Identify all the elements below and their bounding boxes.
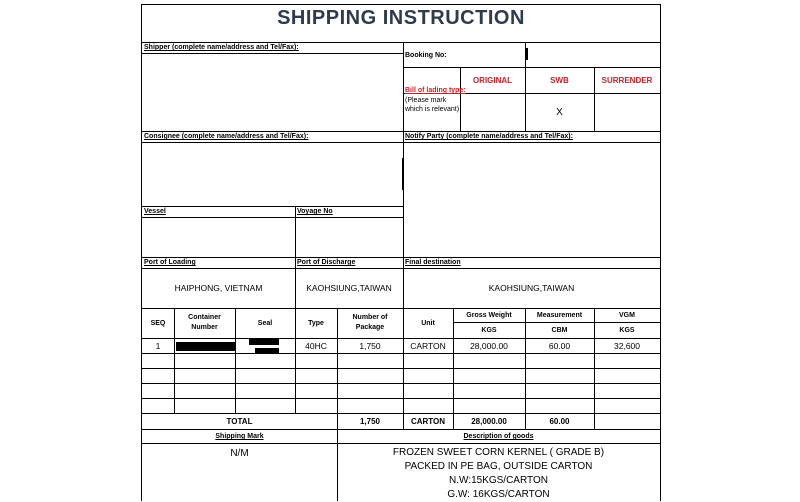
- port-of-discharge-label: Port of Discharge: [297, 259, 356, 266]
- port-of-loading-label: Port of Loading: [144, 259, 196, 266]
- col-container: Container: [188, 314, 221, 321]
- rule: [142, 429, 660, 430]
- final-destination-label: Final destination: [405, 259, 461, 266]
- final-destination-value: KAOHSIUNG,TAIWAN: [488, 283, 575, 293]
- rule: [142, 443, 660, 444]
- rule: [403, 67, 660, 68]
- shipping-mark-value: N/M: [230, 448, 249, 459]
- vessel-label: Vessel: [144, 208, 166, 215]
- rule: [142, 368, 660, 369]
- seal-redacted: [255, 348, 279, 353]
- shipper-label: Shipper (complete name/address and Tel/Fax):: [144, 44, 299, 51]
- col-packages: Number of: [352, 314, 388, 321]
- total-measurement: 60.00: [549, 417, 570, 426]
- description-label: Description of goods: [463, 433, 534, 440]
- rule: [142, 53, 403, 54]
- col-unit: Unit: [421, 320, 435, 327]
- bl-swb-mark: X: [556, 107, 563, 118]
- consignee-label: Consignee (complete name/address and Tel/Fax):: [144, 133, 309, 140]
- rule: [142, 383, 660, 384]
- rule: [142, 142, 660, 143]
- rule: [142, 353, 660, 354]
- rule: [142, 206, 403, 207]
- col-type: Type: [308, 320, 324, 327]
- col-container: Number: [191, 324, 218, 331]
- cell-seq: 1: [155, 341, 161, 351]
- total-gross-weight: 28,000.00: [471, 417, 507, 426]
- cell-vgm: 32,600: [614, 341, 640, 351]
- table-row: [142, 338, 660, 353]
- page-title: SHIPPING INSTRUCTION: [277, 7, 525, 29]
- description-line: N.W:15KGS/CARTON: [449, 475, 548, 486]
- col-gross-weight: Gross Weight: [466, 312, 512, 319]
- bl-original-header: ORIGINAL: [472, 76, 513, 85]
- cell-measurement: 60.00: [548, 341, 571, 351]
- bl-surrender-checkbox[interactable]: [594, 94, 660, 131]
- bl-type-note: (Please mark: [405, 97, 447, 104]
- seal-redacted: [249, 339, 279, 345]
- description-line: FROZEN SWEET CORN KERNEL ( GRADE B): [392, 447, 605, 458]
- rule: [142, 42, 660, 43]
- port-of-discharge-value: KAOHSIUNG,TAIWAN: [306, 283, 392, 293]
- total-unit: CARTON: [410, 417, 446, 426]
- voyage-label: Voyage No: [297, 208, 333, 215]
- cell-unit: CARTON: [410, 341, 446, 351]
- cell-type: 40HC: [305, 341, 327, 351]
- cell-gross-weight: 28,000.00: [470, 341, 508, 351]
- col-measurement: Measurement: [536, 312, 583, 319]
- rule: [142, 398, 660, 399]
- description-line: PACKED IN PE BAG, OUTSIDE CARTON: [404, 461, 593, 472]
- col-packages: Package: [355, 324, 385, 331]
- rule: [142, 131, 660, 132]
- bl-surrender-header: SURRENDER: [601, 76, 653, 85]
- rule: [142, 308, 660, 309]
- total-packages: 1,750: [359, 417, 381, 426]
- bl-type-label: Bill of lading type:: [405, 87, 466, 94]
- col-vgm-unit: KGS: [619, 327, 635, 334]
- bl-swb-header: SWB: [550, 76, 569, 85]
- cell-packages: 1,750: [359, 341, 381, 351]
- rule: [142, 413, 660, 414]
- rule: [142, 257, 660, 258]
- port-of-loading-value: HAIPHONG, VIETNAM: [174, 283, 263, 293]
- rule: [142, 268, 660, 269]
- booking-no-label: Booking No:: [405, 52, 447, 59]
- booking-no-field[interactable]: [526, 48, 528, 60]
- bl-type-note: which is relevant): [405, 106, 460, 113]
- description-line: G.W: 16KGS/CARTON: [447, 489, 550, 500]
- rule: [142, 217, 403, 218]
- col-seq: SEQ: [150, 320, 166, 327]
- shipping-instruction-form: [141, 4, 661, 501]
- bl-original-checkbox[interactable]: [460, 94, 525, 131]
- bl-swb-checkbox[interactable]: [525, 94, 594, 131]
- col-vgm: VGM: [619, 312, 635, 319]
- notify-party-field[interactable]: [402, 158, 404, 190]
- col-gross-weight-unit: KGS: [481, 327, 497, 334]
- col-measurement-unit: CBM: [551, 327, 568, 334]
- rule: [453, 322, 660, 323]
- container-number-redacted: [176, 342, 235, 351]
- shipping-mark-label: Shipping Mark: [215, 433, 264, 440]
- total-label: TOTAL: [226, 417, 253, 426]
- col-seal: Seal: [257, 320, 273, 327]
- notify-party-label: Notify Party (complete name/address and Tel/Fax):: [405, 133, 573, 140]
